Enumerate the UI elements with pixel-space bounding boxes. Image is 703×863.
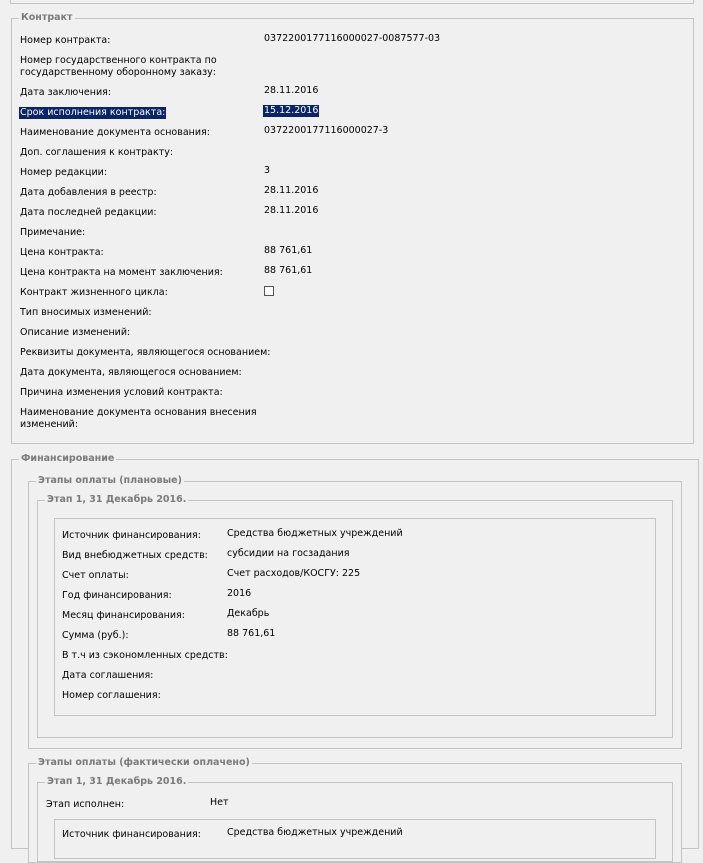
row-value: 88 761,61 — [227, 628, 276, 639]
row-value: 0372200177116000027-0087577-03 — [264, 33, 441, 44]
row-value: Счет расходов/КОСГУ: 225 — [227, 568, 361, 579]
row-label: Вид внебюджетных средств: — [62, 550, 208, 561]
row-label: Примечание: — [20, 227, 86, 238]
row-label: Источник финансирования: — [62, 829, 201, 840]
row-label: Наименование документа основания внесения — [20, 407, 257, 418]
row-label: Номер контракта: — [20, 35, 111, 46]
row-value: 2016 — [227, 588, 252, 599]
actual-stage-1-legend: Этап 1, 31 Декабрь 2016. — [47, 776, 187, 787]
row-label: Месяц финансирования: — [62, 610, 185, 621]
row-label: Дата документа, являющегося основанием: — [20, 367, 242, 378]
row-label: Дата добавления в реестр: — [20, 187, 157, 198]
row-value: 28.11.2016 — [264, 85, 319, 96]
row-label: Дата последней редакции: — [20, 207, 157, 218]
row-value: Декабрь — [227, 608, 270, 619]
row-label: Сумма (руб.): — [62, 630, 129, 641]
row-label: Дата заключения: — [20, 87, 112, 98]
row-label-line2: изменений: — [20, 419, 79, 430]
row-label: Счет оплаты: — [62, 570, 129, 581]
planned-stages-legend: Этапы оплаты (плановые) — [38, 475, 182, 486]
row-value: 88 761,61 — [264, 245, 313, 256]
row-label: Описание изменений: — [20, 327, 131, 338]
row-label: Наименование документа основания: — [20, 127, 210, 138]
row-label: Контракт жизненного цикла: — [20, 287, 168, 298]
row-value: Нет — [210, 797, 229, 808]
row-value: 3 — [264, 165, 271, 176]
row-label: Цена контракта: — [20, 247, 104, 258]
lifecycle-checkbox[interactable] — [264, 286, 274, 296]
row-value: 88 761,61 — [264, 265, 313, 276]
row-value: Средства бюджетных учреждений — [227, 827, 403, 838]
row-label: Тип вносимых изменений: — [20, 307, 152, 318]
row-label: Причина изменения условий контракта: — [20, 387, 223, 398]
row-value: 28.11.2016 — [264, 205, 319, 216]
contract-section — [11, 12, 694, 444]
row-value: Средства бюджетных учреждений — [227, 528, 403, 539]
row-value: 0372200177116000027-3 — [264, 125, 389, 136]
row-label: Реквизиты документа, являющегося основанием: — [20, 347, 271, 358]
row-value-selected: 15.12.2016 — [264, 105, 319, 116]
row-label: Цена контракта на момент заключения: — [20, 267, 223, 278]
row-label: Доп. соглашения к контракту: — [20, 147, 174, 158]
row-label: В т.ч из сэкономленных средств: — [62, 650, 228, 661]
row-label: Номер редакции: — [20, 167, 108, 178]
row-label: Источник финансирования: — [62, 530, 201, 541]
row-label-line2: государственному оборонному заказу: — [20, 67, 216, 78]
row-label: Этап исполнен: — [46, 799, 125, 810]
previous-section-edge — [10, 0, 694, 4]
contract-legend: Контракт — [21, 12, 73, 23]
financing-legend: Финансирование — [21, 453, 115, 464]
row-label: Номер соглашения: — [62, 690, 161, 701]
row-value: субсидии на госзадания — [227, 548, 350, 559]
row-label: Номер государственного контракта по — [20, 55, 217, 66]
planned-stage-1-legend: Этап 1, 31 Декабрь 2016. — [47, 494, 187, 505]
row-label-selected: Срок исполнения контракта: — [20, 107, 166, 118]
actual-stages-legend: Этапы оплаты (фактически оплачено) — [38, 757, 250, 768]
row-label: Год финансирования: — [62, 590, 172, 601]
row-value: 28.11.2016 — [264, 185, 319, 196]
row-label: Дата соглашения: — [62, 670, 154, 681]
